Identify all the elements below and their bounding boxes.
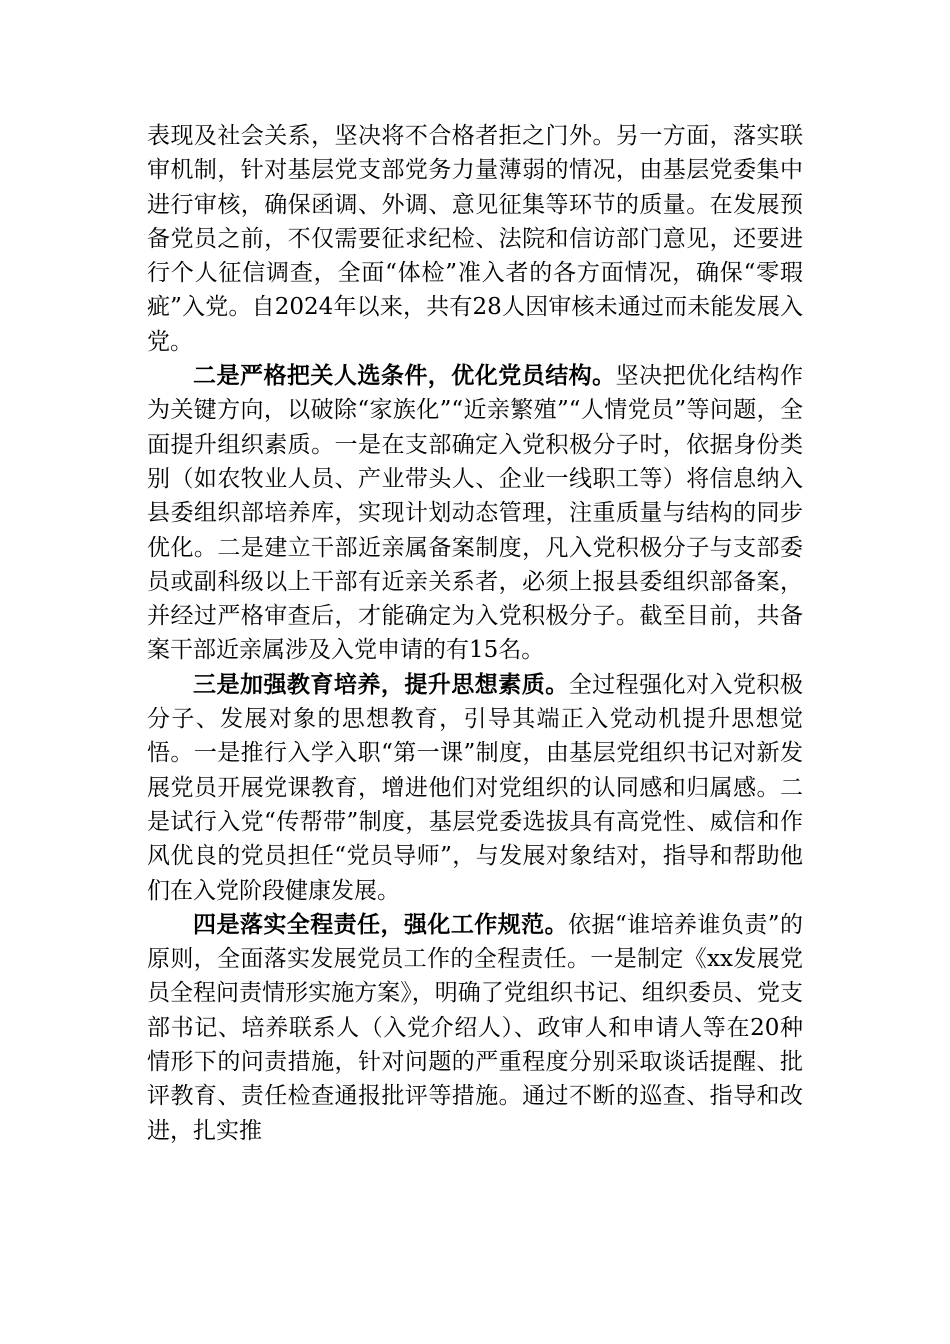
paragraph-2 — [147, 359, 803, 668]
paragraph-3-heading: 三是加强教育培养，提升思想素质。 — [193, 670, 569, 698]
paragraph-4 — [147, 908, 803, 1148]
paragraph-4-text: 依据“谁培养谁负责”的原则，全面落实发展党员工作的全程责任。一是制定《xx发展党员全程问责情形实施方案》，明确了党组织书记、组织委员、党支部书记、培养联系人（入党介绍人）、政审人和申请人等在20种情形下的问责措施，针对问题的严重程度分别采取谈话提醒、批评教育、责任检查通报批评等措施。通过不断的巡查、指导和改进，扎实推 — [147, 911, 803, 1144]
paragraph-1-text: 表现及社会关系，坚决将不合格者拒之门外。另一方面，落实联审机制，针对基层党支部党务力量薄弱的情况，由基层党委集中进行审核，确保函调、外调、意见征集等环节的质量。在发展预备党员之前，不仅需要征求纪检、法院和信访部门意见，还要进行个人征信调查，全面“体检”准入者的各方面情况，确保“零瑕疵”入党。自2024年以来，共有28人因审核未通过而未能发展入党。 — [147, 123, 803, 355]
paragraph-1 — [147, 119, 803, 359]
paragraph-3 — [147, 668, 803, 908]
paragraph-2-text: 坚决把优化结构作为关键方向，以破除“家族化”“近亲繁殖”“人情党员”等问题，全面提升组织素质。一是在支部确定入党积极分子时，依据身份类别（如农牧业人员、产业带头人、企业一线职工等）将信息纳入县委组织部培养库，实现计划动态管理，注重质量与结构的同步优化。二是建立干部近亲属备案制度，凡入党积极分子与支部委员或副科级以上干部有近亲关系者，必须上报县委组织部备案，并经过严格审查后，才能确定为入党积极分子。截至目前，共备案干部近亲属涉及入党申请的有15名。 — [147, 363, 804, 664]
paragraph-3-text: 全过程强化对入党积极分子、发展对象的思想教育，引导其端正入党动机提升思想觉悟。一是推行入学入职“第一课”制度，由基层党组织书记对新发展党员开展党课教育，增进他们对党组织的认同感和归属感。二是试行入党“传帮带”制度，基层党委选拔具有高党性、威信和作风优良的党员担任“党员导师”，与发展对象结对，指导和帮助他们在入党阶段健康发展。 — [147, 671, 804, 904]
document-page — [147, 119, 803, 1148]
paragraph-4-heading: 四是落实全程责任，强化工作规范。 — [193, 910, 569, 938]
paragraph-2-heading: 二是严格把关人选条件，优化党员结构。 — [193, 362, 616, 390]
